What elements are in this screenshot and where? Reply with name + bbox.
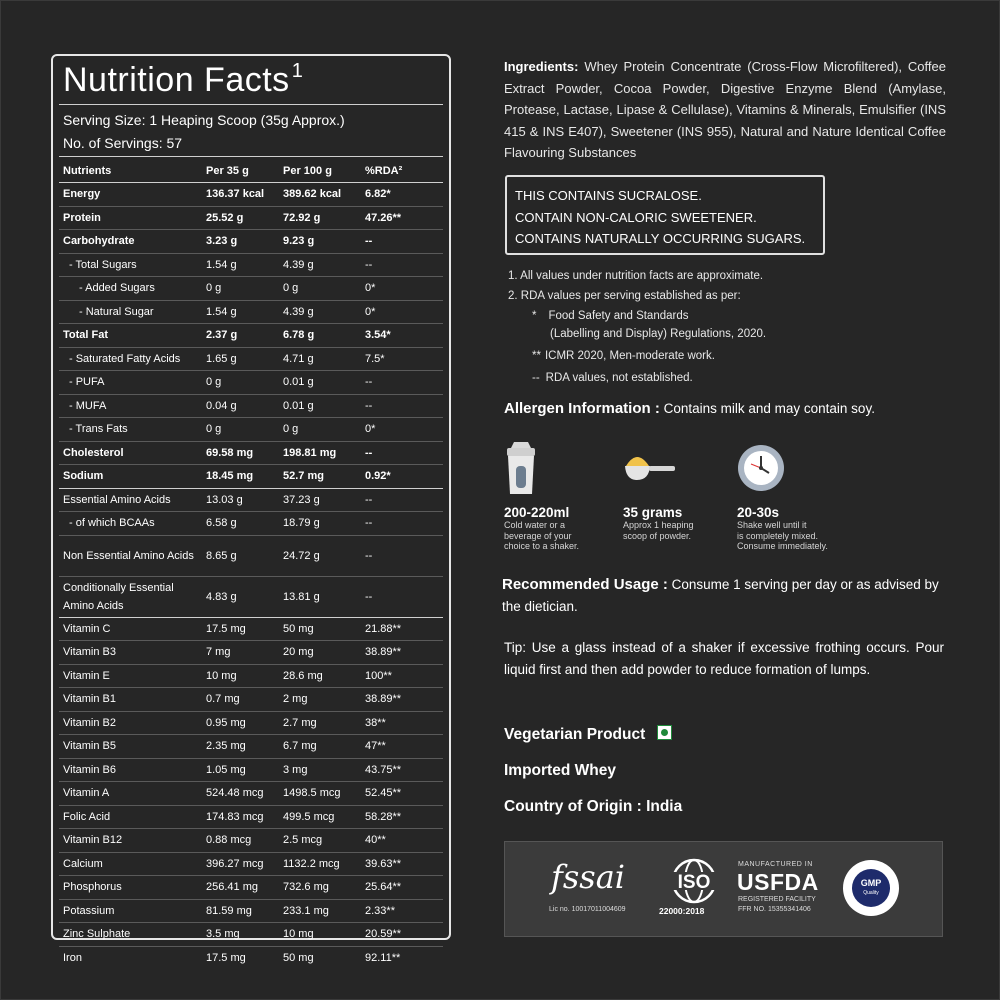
- per-35g-value: 3.5 mg: [206, 928, 240, 941]
- serving-size: Serving Size: 1 Heaping Scoop (35g Approx.): [63, 112, 345, 128]
- per-35g-value: 174.83 mcg: [206, 810, 264, 823]
- per-100g-value: 0 g: [283, 423, 299, 436]
- gmp-seal-inner: [852, 869, 890, 907]
- vegetarian-text: Vegetarian Product: [504, 726, 646, 743]
- per-35g-value: 1.54 g: [206, 305, 237, 318]
- imported-whey: Imported Whey: [504, 762, 616, 779]
- nutrient-name: Total Fat: [63, 329, 109, 342]
- iso-number: 22000:2018: [659, 906, 705, 916]
- nutrient-name: Vitamin B12: [63, 834, 123, 847]
- instruction-text: Consume immediately.: [737, 541, 828, 551]
- instruction-title: 20-30s: [737, 505, 780, 520]
- header-per-35g: Per 35 g: [206, 165, 249, 177]
- footnotes: [508, 266, 766, 388]
- per-100g-value: 37.23 g: [283, 493, 320, 506]
- rda-value: --: [365, 590, 373, 603]
- per-35g-value: 2.35 mg: [206, 740, 246, 753]
- per-100g-value: 1132.2 mcg: [283, 857, 340, 870]
- per-35g-value: 17.5 mg: [206, 951, 246, 964]
- table-row: [59, 712, 443, 736]
- footnote-na: [508, 368, 766, 388]
- footnote-text: Food Safety and Standards: [548, 310, 689, 322]
- rda-value: 58.28**: [365, 810, 402, 823]
- per-100g-value: 4.39 g: [283, 305, 314, 318]
- rda-value: 38.89**: [365, 693, 402, 706]
- instruction-text: choice to a shaker.: [504, 541, 580, 551]
- usage-text: Consume 1 serving per day or as advised by the dietician.: [502, 577, 939, 614]
- ingredients: [504, 56, 946, 164]
- nutrient-name: Conditionally Essential Amino Acids: [63, 581, 174, 612]
- country-of-origin: Country of Origin : India: [504, 798, 683, 815]
- allergen-info: [504, 400, 875, 417]
- per-35g-value: 1.05 mg: [206, 763, 246, 776]
- rda-value: 92.11**: [365, 951, 401, 964]
- table-row: [59, 735, 443, 759]
- table-row: [59, 900, 443, 924]
- rda-value: --: [365, 549, 373, 562]
- rda-value: 40**: [365, 834, 386, 847]
- per-35g-value: 6.58 g: [206, 517, 237, 530]
- shake-instruction: [737, 440, 828, 552]
- per-100g-value: 10 mg: [283, 928, 314, 941]
- per-100g-value: 28.6 mg: [283, 669, 323, 682]
- table-row: [59, 348, 443, 372]
- instruction-text: scoop of powder.: [623, 530, 692, 541]
- footnote-fssai: [508, 306, 766, 326]
- per-35g-value: 10 mg: [206, 669, 237, 682]
- per-35g-value: 136.37 kcal: [206, 188, 265, 201]
- per-35g-value: 25.52 g: [206, 211, 244, 224]
- usfda-registered: REGISTERED FACILITY: [738, 896, 816, 903]
- fssai-logo: fssai: [551, 858, 625, 896]
- per-100g-value: 13.81 g: [283, 590, 320, 603]
- gmp-seal: [843, 860, 899, 916]
- per-100g-value: 0.01 g: [283, 376, 314, 389]
- divider: [59, 104, 443, 105]
- rda-value: 0*: [365, 282, 376, 295]
- nutrient-name: - Trans Fats: [69, 423, 128, 436]
- rda-value: --: [365, 517, 373, 530]
- per-100g-value: 6.78 g: [283, 329, 315, 342]
- ingredients-label: Ingredients:: [504, 59, 579, 74]
- instruction-title: 200-220ml: [504, 505, 570, 520]
- per-100g-value: 2 mg: [283, 693, 308, 706]
- footnote-2: 2. RDA values per serving established as per:: [508, 290, 741, 302]
- rda-value: 0*: [365, 423, 376, 436]
- instruction-text: Shake well until it: [737, 520, 807, 530]
- table-row: [59, 254, 443, 278]
- nutrient-name: Vitamin C: [63, 622, 111, 635]
- per-35g-value: 0.88 mcg: [206, 834, 252, 847]
- rda-value: 7.5*: [365, 352, 385, 365]
- table-row: [59, 665, 443, 689]
- per-100g-value: 50 mg: [283, 622, 314, 635]
- table-row: [59, 301, 443, 325]
- nutrient-name: - PUFA: [69, 376, 105, 389]
- nutrient-name: Vitamin A: [63, 787, 110, 800]
- clock-icon: [737, 440, 793, 496]
- rda-value: --: [365, 493, 373, 506]
- table-row: [59, 324, 443, 348]
- per-35g-value: 13.03 g: [206, 493, 243, 506]
- tip-text: Tip: Use a glass instead of a shaker if excessive frothing occurs. Pour liquid first and then add powder to reduce formation of lumps.: [504, 640, 944, 677]
- nutrient-name: Energy: [63, 188, 101, 201]
- nutrient-name: Iron: [63, 951, 82, 964]
- sucralose-warning-box: [505, 175, 825, 255]
- vegetarian-icon: [657, 725, 672, 740]
- rda-value: 38.89**: [365, 646, 402, 659]
- nutrient-name: Vitamin B1: [63, 693, 116, 706]
- per-35g-value: 1.65 g: [206, 352, 237, 365]
- per-35g-value: 0 g: [206, 282, 222, 295]
- table-row: [59, 618, 443, 642]
- nutrient-name: Vitamin B3: [63, 646, 116, 659]
- nutrient-name: - Added Sugars: [79, 282, 155, 295]
- footnote-mark: **: [532, 350, 541, 362]
- table-header: [59, 160, 443, 183]
- rda-value: --: [365, 399, 373, 412]
- footnote-fssai-2: (Labelling and Display) Regulations, 2020.: [550, 328, 767, 340]
- rda-value: 39.63**: [365, 857, 402, 870]
- instruction-title: 35 grams: [623, 505, 683, 520]
- per-100g-value: 1498.5 mcg: [283, 787, 341, 800]
- fssai-license: Lic no. 10017011004609: [549, 906, 626, 913]
- table-row: [59, 641, 443, 665]
- per-35g-value: 18.45 mg: [206, 470, 254, 483]
- warning-line: CONTAINS NATURALLY OCCURRING SUGARS.: [515, 231, 806, 246]
- table-row: [59, 876, 443, 900]
- iso-globe-icon: [665, 858, 723, 904]
- per-100g-value: 52.7 mg: [283, 470, 324, 483]
- scoop-icon: [623, 440, 679, 496]
- rda-value: --: [365, 235, 373, 248]
- nutrient-name: Vitamin B6: [63, 763, 116, 776]
- rda-value: 25.64**: [365, 881, 402, 894]
- table-row: [59, 442, 443, 466]
- rda-value: 47**: [365, 740, 386, 753]
- per-100g-value: 50 mg: [283, 951, 314, 964]
- per-100g-value: 198.81 mg: [283, 446, 337, 459]
- gmp-subtext: Quality: [863, 890, 879, 896]
- per-100g-value: 6.7 mg: [283, 740, 317, 753]
- nutrient-name: - Total Sugars: [69, 258, 137, 271]
- header-nutrients: Nutrients: [63, 165, 112, 177]
- recommended-usage: [502, 574, 942, 618]
- allergen-label: Allergen Information :: [504, 400, 660, 417]
- per-35g-value: 0 g: [206, 376, 222, 389]
- rda-value: 3.54*: [365, 329, 391, 342]
- per-100g-value: 2.5 mcg: [283, 834, 323, 847]
- footnote-1: 1. All values under nutrition facts are approximate.: [508, 270, 764, 282]
- table-row: [59, 577, 443, 618]
- per-100g-value: 72.92 g: [283, 211, 321, 224]
- nutrition-facts-panel: [51, 54, 451, 964]
- rda-value: 0.92*: [365, 470, 391, 483]
- per-35g-value: 8.65 g: [206, 549, 237, 562]
- table-row: [59, 277, 443, 301]
- rda-value: --: [365, 446, 373, 459]
- usfda-top-text: MANUFACTURED IN: [738, 861, 813, 868]
- table-row: [59, 512, 443, 536]
- per-100g-value: 499.5 mcg: [283, 810, 335, 823]
- instruction-text: beverage of your: [504, 530, 572, 541]
- nutrition-table: [59, 160, 443, 969]
- table-row: [59, 183, 443, 207]
- nutrient-name: - of which BCAAs: [69, 517, 155, 530]
- nutrient-name: Carbohydrate: [63, 235, 135, 248]
- warning-line: CONTAIN NON-CALORIC SWEETENER.: [515, 209, 757, 225]
- allergen-text: Contains milk and may contain soy.: [659, 401, 875, 416]
- instruction-text: Approx 1 heaping: [623, 520, 694, 530]
- iso-logo: [665, 858, 723, 909]
- per-35g-value: 0.04 g: [206, 399, 237, 412]
- iso-text: ISO: [677, 872, 711, 893]
- nutrient-name: Essential Amino Acids: [63, 493, 171, 506]
- usfda-ffr-number: FFR NO. 15355341406: [738, 906, 811, 913]
- per-35g-value: 1.54 g: [206, 258, 237, 271]
- footnote-text: ICMR 2020, Men-moderate work.: [544, 350, 715, 362]
- per-100g-value: 2.7 mg: [283, 716, 317, 729]
- per-35g-value: 524.48 mcg: [206, 787, 264, 800]
- table-row: [59, 418, 443, 442]
- instruction-text: is completely mixed.: [737, 530, 819, 541]
- per-100g-value: 20 mg: [283, 646, 314, 659]
- per-35g-value: 396.27 mcg: [206, 857, 264, 870]
- header-rda: %RDA²: [365, 165, 403, 177]
- per-100g-value: 18.79 g: [283, 517, 320, 530]
- per-100g-value: 3 mg: [283, 763, 308, 776]
- rda-value: 52.45**: [365, 787, 402, 800]
- per-100g-value: 4.39 g: [283, 258, 314, 271]
- rda-value: 38**: [365, 716, 386, 729]
- rda-value: 0*: [365, 305, 376, 318]
- shaker-icon: [504, 440, 538, 496]
- per-35g-value: 0.95 mg: [206, 716, 246, 729]
- table-row: [59, 688, 443, 712]
- rda-value: 21.88**: [365, 622, 402, 635]
- table-row: [59, 947, 443, 970]
- per-35g-value: 17.5 mg: [206, 622, 246, 635]
- footnote-icmr: [508, 346, 766, 366]
- nutrient-name: Sodium: [63, 470, 104, 483]
- table-row: [59, 465, 443, 489]
- rda-value: 20.59**: [365, 928, 402, 941]
- per-100g-value: 24.72 g: [283, 549, 320, 562]
- per-100g-value: 9.23 g: [283, 235, 315, 248]
- table-row: [59, 395, 443, 419]
- rda-value: --: [365, 258, 373, 271]
- nutrient-name: - Saturated Fatty Acids: [69, 352, 181, 365]
- water-instruction: [504, 440, 579, 552]
- table-row: [59, 489, 443, 513]
- gmp-text: GMP: [860, 878, 882, 888]
- table-row: [59, 536, 443, 577]
- nutrient-name: Phosphorus: [63, 881, 122, 894]
- nutrient-name: Vitamin B5: [63, 740, 116, 753]
- per-100g-value: 0.01 g: [283, 399, 314, 412]
- scoop-instruction: [623, 440, 694, 541]
- per-100g-value: 233.1 mg: [283, 904, 329, 917]
- nutrient-name: - Natural Sugar: [79, 305, 154, 318]
- table-row: [59, 829, 443, 853]
- nutrient-name: - MUFA: [69, 399, 107, 412]
- warning-line: THIS CONTAINS SUCRALOSE.: [515, 188, 702, 203]
- per-100g-value: 389.62 kcal: [283, 188, 342, 201]
- per-35g-value: 7 mg: [206, 646, 231, 659]
- footnote-mark: *: [532, 310, 537, 322]
- table-row: [59, 923, 443, 947]
- per-35g-value: 2.37 g: [206, 329, 238, 342]
- divider: [59, 156, 443, 157]
- nutrient-name: Potassium: [63, 904, 115, 917]
- nutrient-name: Vitamin B2: [63, 716, 116, 729]
- per-35g-value: 3.23 g: [206, 235, 238, 248]
- nutrient-name: Protein: [63, 211, 101, 224]
- rda-value: 2.33**: [365, 904, 395, 917]
- rda-value: 100**: [365, 669, 392, 682]
- per-35g-value: 256.41 mg: [206, 881, 258, 894]
- table-row: [59, 230, 443, 254]
- vegetarian-label: [504, 725, 672, 744]
- nutrient-name: Calcium: [63, 857, 103, 870]
- per-100g-value: 0 g: [283, 282, 299, 295]
- per-35g-value: 81.59 mg: [206, 904, 252, 917]
- usage-label: Recommended Usage :: [502, 576, 668, 593]
- per-35g-value: 4.83 g: [206, 590, 237, 603]
- usfda-logo: USFDA: [737, 869, 819, 895]
- certification-badges: [504, 841, 943, 937]
- header-per-100g: Per 100 g: [283, 165, 332, 177]
- rda-value: 6.82*: [365, 188, 391, 201]
- table-row: [59, 782, 443, 806]
- table-row: [59, 806, 443, 830]
- number-of-servings: No. of Servings: 57: [63, 135, 183, 151]
- table-row: [59, 759, 443, 783]
- rda-value: 43.75**: [365, 763, 402, 776]
- ingredients-text: Whey Protein Concentrate (Cross-Flow Microfiltered), Coffee Extract Powder, Cocoa Powder, Digestive Enzyme Blend (Amylase, Protease, Lactase, Lipase & Cellulase), Vitamins & Minerals, Emulsifier (INS 415 & INS E407), Sweetener (INS 955), Natural and Nature Identical Coffee Flavouring Substances: [504, 59, 946, 160]
- footnote-mark: --: [532, 372, 540, 384]
- per-100g-value: 732.6 mg: [283, 881, 329, 894]
- table-row: [59, 853, 443, 877]
- per-35g-value: 0 g: [206, 423, 222, 436]
- instruction-text: Cold water or a: [504, 520, 566, 530]
- nutrient-name: Non Essential Amino Acids: [63, 549, 194, 562]
- rda-value: --: [365, 376, 373, 389]
- per-35g-value: 0.7 mg: [206, 693, 240, 706]
- nutrient-name: Folic Acid: [63, 810, 111, 823]
- nutrition-title: Nutrition Facts $^1$: [63, 60, 304, 99]
- rda-value: 47.26**: [365, 211, 402, 224]
- per-35g-value: 69.58 mg: [206, 446, 254, 459]
- nutrient-name: Vitamin E: [63, 669, 110, 682]
- table-row: [59, 207, 443, 231]
- nutrient-name: Cholesterol: [63, 446, 124, 459]
- footnote-text: RDA values, not established.: [545, 372, 693, 384]
- table-row: [59, 371, 443, 395]
- nutrient-name: Zinc Sulphate: [63, 928, 131, 941]
- per-100g-value: 4.71 g: [283, 352, 314, 365]
